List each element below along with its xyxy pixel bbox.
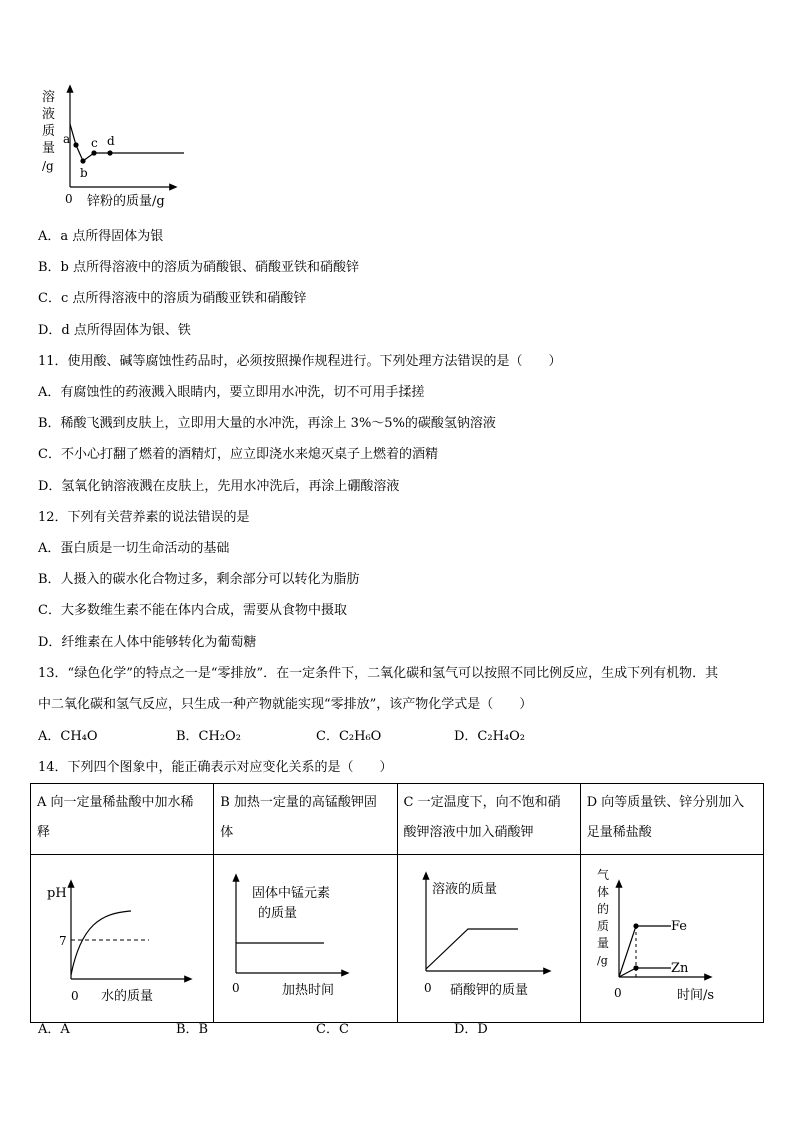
- q10-option-a: A．a 点所得固体为银: [38, 229, 164, 244]
- x-axis-label: 硝酸钾的质量: [449, 983, 528, 998]
- tick-7-label: 7: [59, 934, 67, 948]
- point-c: [91, 150, 96, 155]
- point-label-d: d: [107, 134, 115, 148]
- point-b: [80, 158, 85, 163]
- q14-header-b: [214, 784, 397, 855]
- q10-option-b: B．b 点所得溶液中的溶质为硝酸银、硝酸亚铁和硝酸锌: [38, 260, 360, 275]
- graph-b: [214, 855, 396, 1010]
- graph-a: [31, 855, 213, 1010]
- q11-option-b: B．稀酸飞溅到皮肤上，立即用大量的水冲洗，再涂上 3%～5%的碳酸氢钠溶液: [38, 416, 496, 431]
- point-d: [107, 150, 112, 155]
- q14-graph-b-cell: [214, 855, 397, 1023]
- q14-option-c: C．C: [316, 1022, 349, 1037]
- q14-stem: 14．下列四个图象中，能正确表示对应变化关系的是（ ）: [38, 760, 393, 775]
- q13-stem-line1: 13．“绿色化学”的特点之一是“零排放”．在一定条件下，二氧化碳和氢气可以按照不同比例反应，生成下列有机物．其: [38, 666, 719, 681]
- y-axis-label: 溶液的质量: [431, 882, 497, 897]
- origin-label: 0: [71, 989, 79, 1003]
- q12-option-a: A．蛋白质是一切生命活动的基础: [38, 541, 230, 556]
- point-label-b: b: [80, 166, 88, 180]
- q14-header-c: [397, 784, 580, 855]
- q12-option-c: C．大多数维生素不能在体内合成，需要从食物中摄取: [38, 603, 347, 618]
- y-label-char: 的: [596, 902, 609, 916]
- origin-label: 0: [423, 981, 432, 995]
- fe-turn-point: [633, 923, 638, 928]
- y-label-char: 气: [596, 868, 609, 882]
- q12-stem: 12．下列有关营养素的说法错误的是: [38, 510, 250, 525]
- y-axis-label: pH: [47, 886, 67, 901]
- point-a: [73, 142, 78, 147]
- y-label-char: 质: [596, 919, 609, 933]
- q11-option-a: A．有腐蚀性的药液溅入眼睛内，要立即用水冲洗，切不可用手揉搓: [38, 385, 425, 400]
- q10-option-d: D．d 点所得固体为银、铁: [38, 323, 191, 338]
- x-axis-label: 时间/s: [676, 988, 714, 1003]
- q13-stem-line2: 中二氧化碳和氢气反应，只生成一种产物就能实现“零排放”，该产物化学式是（ ）: [38, 697, 533, 712]
- q13-option-a: A．CH₄O: [38, 729, 98, 744]
- origin-label: 0: [232, 981, 240, 995]
- q11-option-d: D．氢氧化钠溶液溅在皮肤上，先用水冲洗后，再涂上硼酸溶液: [38, 479, 400, 494]
- q14-header-a: [31, 784, 214, 855]
- q12-option-b: B．人摄入的碳水化合物过多，剩余部分可以转化为脂肪: [38, 572, 360, 587]
- x-axis-label: 加热时间: [282, 983, 335, 998]
- zn-label: Zn: [670, 961, 689, 976]
- q14-graph-a-cell: [31, 855, 214, 1023]
- q14-table: [30, 783, 764, 1023]
- q14-header-a-line2: 释: [37, 825, 51, 840]
- y-label-char: 体: [596, 885, 609, 899]
- graph-c: [398, 855, 580, 1010]
- q14-header-b-line2: 体: [220, 825, 234, 840]
- q14-option-b: B．B: [176, 1022, 209, 1037]
- point-label-a: a: [63, 132, 71, 146]
- ph-curve: [71, 911, 131, 975]
- q14-header-d: [580, 784, 763, 855]
- q11-option-c: C．不小心打翻了燃着的酒精灯，应立即浇水来熄灭桌子上燃着的酒精: [38, 447, 438, 462]
- q14-graph-c-cell: [397, 855, 580, 1023]
- graph-d: [581, 855, 763, 1010]
- fe-label: Fe: [670, 919, 687, 934]
- q13-option-c: C．C₂H₆O: [316, 729, 382, 744]
- q14-header-a-line1: A 向一定量稀盐酸中加水稀: [37, 795, 194, 810]
- q14-header-c-line1: C 一定温度下，向不饱和硝: [403, 795, 561, 810]
- y-label-char: 量: [42, 141, 56, 156]
- solution-mass-line: [426, 929, 518, 969]
- q14-options: [38, 1021, 488, 1039]
- y-label-char: 溶: [42, 90, 56, 105]
- zinc-powder-graph: [36, 84, 196, 214]
- q14-option-a: A．A: [38, 1022, 70, 1037]
- y-axis-label-2: 的质量: [258, 906, 298, 921]
- q10-option-c: C．c 点所得溶液中的溶质为硝酸亚铁和硝酸锌: [38, 291, 307, 306]
- origin-label: 0: [65, 192, 73, 206]
- x-axis-label: 锌粉的质量/g: [87, 194, 165, 209]
- zn-line: [619, 968, 671, 977]
- q11-stem: 11．使用酸、碱等腐蚀性药品时，必须按照操作规程进行。下列处理方法错误的是（ ）: [38, 354, 562, 369]
- q14-option-d: D．D: [454, 1022, 488, 1037]
- x-axis-label: 水的质量: [101, 989, 154, 1004]
- q14-header-d-line1: D 向等质量铁、锌分别加入: [586, 795, 745, 810]
- y-label-char: 质: [42, 124, 56, 139]
- fe-line: [619, 926, 671, 977]
- q12-option-d: D．纤维素在人体中能够转化为葡萄糖: [38, 635, 257, 650]
- origin-label: 0: [613, 986, 622, 1000]
- y-label-char: /g: [42, 159, 54, 173]
- y-label-char: 液: [42, 107, 56, 122]
- y-axis-label-1: 固体中锰元素: [252, 886, 331, 901]
- curve: [70, 124, 184, 161]
- q13-options: [38, 728, 525, 746]
- zn-turn-point: [633, 965, 638, 970]
- q14-header-c-line2: 酸钾溶液中加入硝酸钾: [403, 825, 534, 840]
- q14-graph-d-cell: [580, 855, 763, 1023]
- y-label-char: 量: [596, 936, 609, 950]
- q14-header-b-line1: B 加热一定量的高锰酸钾固: [220, 795, 377, 810]
- q13-option-b: B．CH₂O₂: [176, 729, 241, 744]
- point-label-c: c: [91, 136, 98, 150]
- q14-header-d-line2: 足量稀盐酸: [586, 825, 652, 840]
- y-label-char: /g: [596, 954, 608, 967]
- q13-option-d: D．C₂H₄O₂: [454, 729, 525, 744]
